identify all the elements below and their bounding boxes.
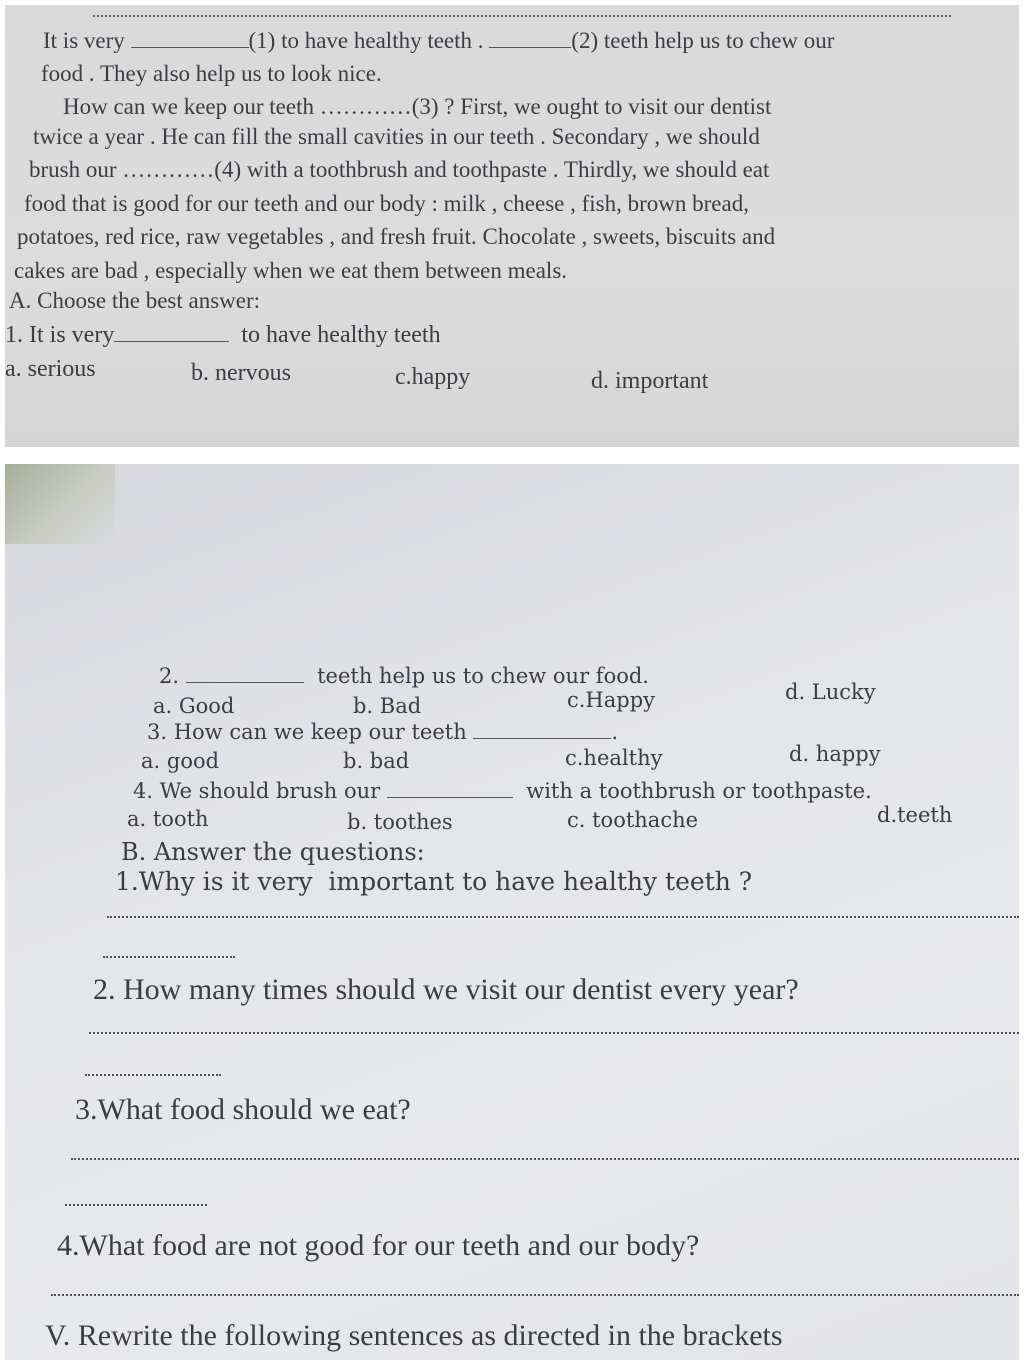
passage-line-5	[29, 156, 769, 184]
section-b-question-3: 3.What food should we eat?	[75, 1093, 411, 1126]
answer-line	[71, 1158, 1019, 1160]
section-b-question-1: 1.Why is it very important to have healthy teeth ?	[115, 867, 753, 896]
passage-line-2	[41, 60, 382, 88]
blank-4: …………	[122, 157, 215, 182]
top-dotted-rule	[93, 15, 951, 17]
answer-line	[89, 1032, 1019, 1034]
blank-2	[489, 46, 571, 48]
passage-line-1	[43, 27, 834, 55]
section-b-question-4: 4.What food are not good for our teeth and our body?	[57, 1229, 700, 1262]
passage-line-7	[17, 223, 775, 251]
passage-text: How can we keep our teeth	[63, 94, 320, 119]
answer-line	[65, 1204, 207, 1206]
option-d: d. happy	[789, 742, 881, 766]
passage-text: It is very	[43, 28, 131, 53]
passage-text: (2) teeth help us to chew our	[571, 28, 835, 53]
worksheet-photo-bottom	[5, 464, 1019, 1360]
section-b-heading: B. Answer the questions:	[121, 838, 425, 866]
answer-blank	[186, 681, 304, 683]
question-3-stem: 3. How can we keep our teeth .	[147, 720, 619, 744]
option-c: c.healthy	[565, 746, 663, 770]
passage-text: potatoes, red rice, raw vegetables , and fresh fruit. Chocolate , sweets, biscuits and	[17, 224, 776, 249]
option-b: b. bad	[343, 749, 410, 773]
next-section-heading: V. Rewrite the following sentences as directed in the brackets	[45, 1319, 783, 1352]
passage-text: (3) ? First, we ought to visit our dentist	[411, 94, 772, 119]
passage-text: (4) with a toothbrush and toothpaste . Thirdly, we should eat	[214, 157, 770, 182]
answer-blank	[387, 796, 513, 798]
worksheet-photo-top	[5, 5, 1019, 447]
answer-line	[85, 1074, 221, 1076]
shadow-corner	[5, 464, 115, 544]
passage-line-3	[63, 93, 771, 121]
answer-line	[107, 916, 1019, 918]
passage-text: brush our	[29, 157, 123, 182]
option-b: b. Bad	[353, 694, 422, 718]
option-c: c.Happy	[567, 688, 656, 712]
passage-text: food that is good for our teeth and our body : milk , cheese , fish, brown bread,	[24, 191, 749, 216]
section-b-question-2: 2. How many times should we visit our dentist every year?	[93, 973, 799, 1006]
answer-blank	[114, 340, 229, 342]
blank-1	[131, 46, 249, 48]
option-b: b. toothes	[347, 810, 453, 834]
option-a: a. tooth	[127, 807, 209, 831]
passage-line-8	[14, 257, 567, 285]
passage-line-6	[24, 190, 749, 218]
option-d: d. important	[591, 368, 709, 394]
passage-line-4	[33, 123, 760, 151]
question-4-stem: 4. We should brush our with a toothbrush or toothpaste.	[133, 779, 872, 803]
question-1-stem: 1. It is very to have healthy teeth	[5, 322, 441, 348]
option-a: a. good	[141, 749, 220, 773]
passage-text: (1) to have healthy teeth .	[248, 28, 490, 53]
passage-text: food . They also help us to look nice.	[41, 61, 382, 86]
passage-text: twice a year . He can fill the small cavities in our teeth . Secondary , we should	[33, 124, 760, 149]
question-2-stem: 2. teeth help us to chew our food.	[159, 664, 649, 688]
passage-text: cakes are bad , especially when we eat them between meals.	[14, 258, 568, 283]
answer-blank	[473, 737, 611, 739]
option-a: a. Good	[153, 694, 235, 718]
blank-3: …………	[319, 94, 412, 119]
option-a: a. serious	[5, 356, 96, 382]
section-a-heading: A. Choose the best answer:	[9, 288, 261, 313]
option-c: c.happy	[395, 364, 471, 390]
answer-line	[103, 956, 235, 958]
option-d: d. Lucky	[785, 680, 876, 704]
answer-line	[51, 1294, 1019, 1296]
option-b: b. nervous	[191, 360, 291, 386]
option-d: d.teeth	[877, 803, 953, 827]
option-c: c. toothache	[567, 808, 699, 832]
